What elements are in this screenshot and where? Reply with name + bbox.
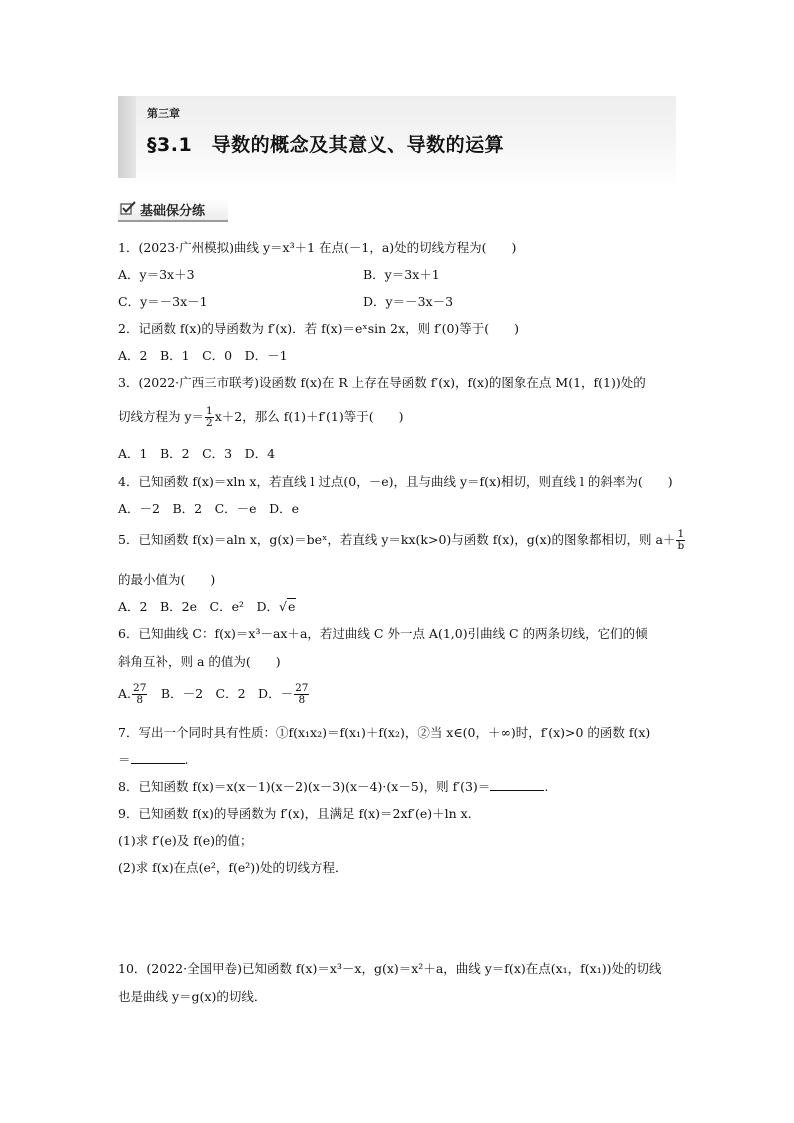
q8-answer-blank[interactable] bbox=[490, 779, 544, 791]
q7-stem-line2 bbox=[118, 752, 189, 768]
q6-a-num: 27 bbox=[133, 682, 147, 694]
q6-a-den: 8 bbox=[136, 694, 144, 706]
q3-stem-line1: 3．(2022·广西三市联考)设函数 f(x)在 R 上存在导函数 f′(x)，f(x)的图象在点 M(1，f(1))处的 bbox=[118, 375, 646, 390]
q6-options bbox=[118, 682, 310, 706]
q6-d-den: 8 bbox=[298, 694, 306, 706]
q7-end: . bbox=[184, 752, 189, 767]
section-tag bbox=[118, 198, 228, 222]
q8-stem-text: 8．已知函数 f(x)＝x(x－1)(x－2)(x－3)(x－4)·(x－5)，则 f′(3)＝ bbox=[118, 779, 491, 794]
q7-stem-line1: 7．写出一个同时具有性质：①f(x₁x₂)＝f(x₁)＋f(x₂)，②当 x∈(0，＋∞)时，f′(x)>0 的函数 f(x) bbox=[118, 725, 651, 740]
q1-option-b: B．y＝3x＋1 bbox=[363, 267, 440, 282]
q5-fraction bbox=[676, 529, 685, 552]
q1-option-c: C．y＝－3x－1 bbox=[118, 294, 208, 309]
section-label: 基础保分练 bbox=[140, 204, 206, 219]
q9-part2: (2)求 f(x)在点(e²，f(e²))处的切线方程． bbox=[118, 860, 348, 875]
q3-stem2-post: x＋2，那么 f(1)＋f′(1)等于( ) bbox=[214, 409, 404, 424]
q5-stem-line2: 的最小值为( ) bbox=[118, 572, 216, 587]
chapter-label: 第三章 bbox=[147, 107, 180, 120]
q5-frac-num: 1 bbox=[677, 528, 685, 540]
q7-stem2: ＝ bbox=[118, 752, 131, 767]
chapter-header bbox=[118, 96, 676, 188]
q6-stem-line2: 斜角互补，则 a 的值为( ) bbox=[118, 654, 281, 669]
q5-options bbox=[118, 599, 296, 615]
q3-options: A．1 B．2 C．3 D．4 bbox=[118, 446, 276, 461]
q3-stem2-pre: 切线方程为 y＝ bbox=[118, 409, 205, 424]
q9-part1: (1)求 f′(e)及 f(e)的值； bbox=[118, 833, 253, 848]
q6-d-num: 27 bbox=[295, 682, 309, 694]
q3-stem-line2 bbox=[118, 406, 403, 429]
q2-stem: 2．记函数 f(x)的导函数为 f′(x)．若 f(x)＝eˣsin 2x，则 f′(0)等于( ) bbox=[118, 321, 520, 336]
q9-stem: 9．已知函数 f(x)的导函数为 f′(x)，且满足 f(x)＝2xf′(e)＋ln x. bbox=[118, 806, 472, 821]
q10-stem-line2: 也是曲线 y＝g(x)的切线． bbox=[118, 989, 267, 1004]
q1-option-d: D．y＝－3x－3 bbox=[363, 294, 454, 309]
q3-fraction bbox=[205, 406, 214, 429]
q4-options: A．－2 B．2 C．－e D．e bbox=[118, 501, 300, 516]
q8-stem bbox=[118, 779, 548, 795]
q10-stem-line1: 10．(2022·全国甲卷)已知函数 f(x)＝x³－x，g(x)＝x²＋a，曲线 y＝f(x)在点(x₁，f(x₁))处的切线 bbox=[118, 961, 662, 976]
q5-option-d: e bbox=[287, 599, 296, 614]
q4-stem: 4．已知函数 f(x)＝xln x，若直线 l 过点(0，－e)，且与曲线 y＝f(x)相切，则直线 l 的斜率为( ) bbox=[118, 474, 673, 489]
q2-options: A．2 B．1 C．0 D．－1 bbox=[118, 348, 288, 363]
q8-end: . bbox=[544, 779, 549, 794]
q1-stem: 1．(2023·广州模拟)曲线 y＝x³＋1 在点(－1，a)处的切线方程为( ) bbox=[118, 240, 517, 255]
section-title: §3.1 导数的概念及其意义、导数的运算 bbox=[147, 134, 505, 156]
q6-opt-a-pre: A. bbox=[118, 686, 132, 701]
header-accent-bar bbox=[118, 96, 136, 178]
q1-option-a: A．y＝3x＋3 bbox=[118, 267, 195, 282]
q6-opt-d-fraction bbox=[294, 683, 309, 706]
q3-frac-num: 1 bbox=[206, 405, 213, 417]
q5-options-pre: A．2 B．2e C．e² D． bbox=[118, 599, 280, 614]
sqrt-icon: √ bbox=[279, 599, 287, 614]
q6-stem-line1: 6．已知曲线 C：f(x)＝x³－ax＋a，若过曲线 C 外一点 A(1,0)引曲线 C 的两条切线，它们的倾 bbox=[118, 626, 648, 641]
q5-stem-line1 bbox=[118, 529, 686, 552]
check-icon bbox=[120, 201, 136, 215]
q5-frac-den: b bbox=[677, 540, 685, 552]
q3-frac-den: 2 bbox=[206, 417, 213, 429]
q7-answer-blank[interactable] bbox=[131, 752, 185, 764]
q6-opt-a-fraction bbox=[132, 683, 147, 706]
q5-stem-pre: 5．已知函数 f(x)＝aln x，g(x)＝beˣ，若直线 y＝kx(k>0)与函数 f(x)，g(x)的图象都相切，则 a＋ bbox=[118, 532, 676, 547]
q6-opt-mid: B．－2 C．2 D．－ bbox=[160, 686, 294, 701]
